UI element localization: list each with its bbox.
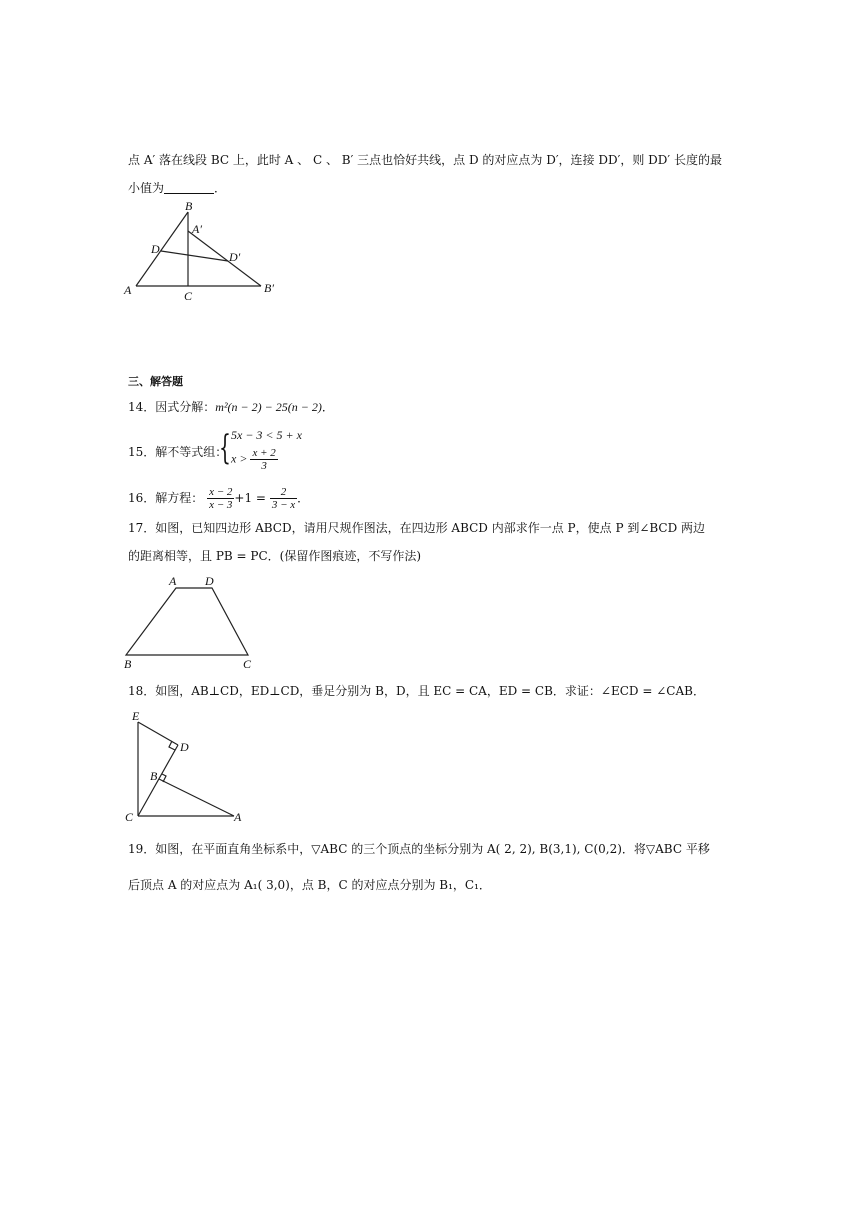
q15-ineq2-left: x > — [231, 451, 248, 466]
label-C: C — [184, 289, 193, 303]
quadrilateral-ABCD — [126, 588, 248, 655]
q15-denominator: 3 — [261, 460, 267, 472]
q15-inequality-2 — [231, 447, 278, 472]
label-D: D — [205, 574, 214, 588]
q13-figure — [118, 198, 288, 306]
q14-end: ． — [321, 400, 334, 414]
q17-line1: 17．如图，已知四边形 ABCD，请用尺规作图法，在四边形 ABCD 内部求作一点 P，使点 P 到∠BCD 两边 — [128, 521, 706, 535]
q14-expression: m²(n − 2) − 25(n − 2) — [215, 400, 322, 414]
q14-label: 14．因式分解： — [128, 400, 216, 414]
q16-rhs-denominator: 3 − x — [271, 499, 296, 511]
label-D-prime: D′ — [229, 250, 241, 264]
label-D: D — [151, 242, 160, 256]
label-C: C — [243, 657, 252, 671]
q16-rhs-fraction — [270, 486, 297, 511]
q16-lhs-denominator: x − 3 — [209, 499, 233, 511]
q13-line2-suffix: ． — [214, 181, 227, 195]
q16-lhs-numerator: x − 2 — [209, 486, 233, 498]
label-C: C — [125, 810, 134, 824]
label-A-prime: A′ — [192, 222, 202, 236]
answer-blank[interactable] — [164, 181, 214, 194]
segment-BA — [159, 779, 234, 816]
label-B: B — [185, 199, 193, 213]
q14 — [128, 399, 334, 415]
q16-plus-one: +1 = — [234, 491, 266, 505]
q13-line2-prefix: 小值为 — [128, 181, 165, 195]
q16-end: ． — [297, 491, 310, 505]
label-A: A — [169, 574, 177, 588]
q18-text: 18．如图，AB⊥CD，ED⊥CD，垂足分别为 B，D，且 EC = CA，ED = CB．求证：∠ECD = ∠CAB． — [128, 684, 705, 698]
q16 — [128, 486, 309, 511]
q16-rhs-numerator: 2 — [270, 486, 297, 499]
segment-A-prime-B-prime — [188, 231, 261, 286]
q17-line2: 的距离相等，且 PB = PC．(保留作图痕迹，不写作法) — [128, 549, 422, 563]
segment-CD — [138, 745, 178, 816]
label-B: B — [124, 657, 132, 671]
label-E: E — [132, 709, 140, 723]
segment-DD-prime — [161, 251, 228, 261]
q17-figure — [118, 572, 268, 672]
q15-label: 15．解不等式组： — [128, 445, 228, 459]
q13-line2 — [128, 180, 226, 196]
q16-lhs-fraction — [207, 486, 234, 511]
label-D: D — [180, 740, 189, 754]
system-brace: { — [219, 428, 231, 468]
q18-figure — [118, 704, 258, 828]
q19-line1: 19．如图，在平面直角坐标系中，▽ABC 的三个顶点的坐标分别为 A( 2, 2), B(3,1), C(0,2)．将▽ABC 平移 — [128, 842, 710, 856]
q15-fraction — [250, 447, 277, 472]
q15-inequality-1: 5x − 3 < 5 + x — [231, 428, 302, 442]
label-B-prime: B′ — [264, 281, 274, 295]
q19-line2: 后顶点 A 的对应点为 A₁( 3,0)，点 B，C 的对应点分别为 B₁，C₁． — [128, 878, 491, 892]
label-A: A — [234, 810, 242, 824]
label-B: B — [150, 769, 158, 783]
segment-AB — [136, 212, 188, 286]
q15-numerator: x + 2 — [252, 447, 276, 459]
section-title: 三、解答题 — [128, 375, 183, 388]
q16-label: 16．解方程： — [128, 491, 204, 505]
q13-line1: 点 A′ 落在线段 BC 上，此时 A 、 C 、 B′ 三点也恰好共线，点 D 的对应点为 D′，连接 DD′，则 DD′ 长度的最 — [128, 153, 722, 167]
label-A: A — [124, 283, 132, 297]
